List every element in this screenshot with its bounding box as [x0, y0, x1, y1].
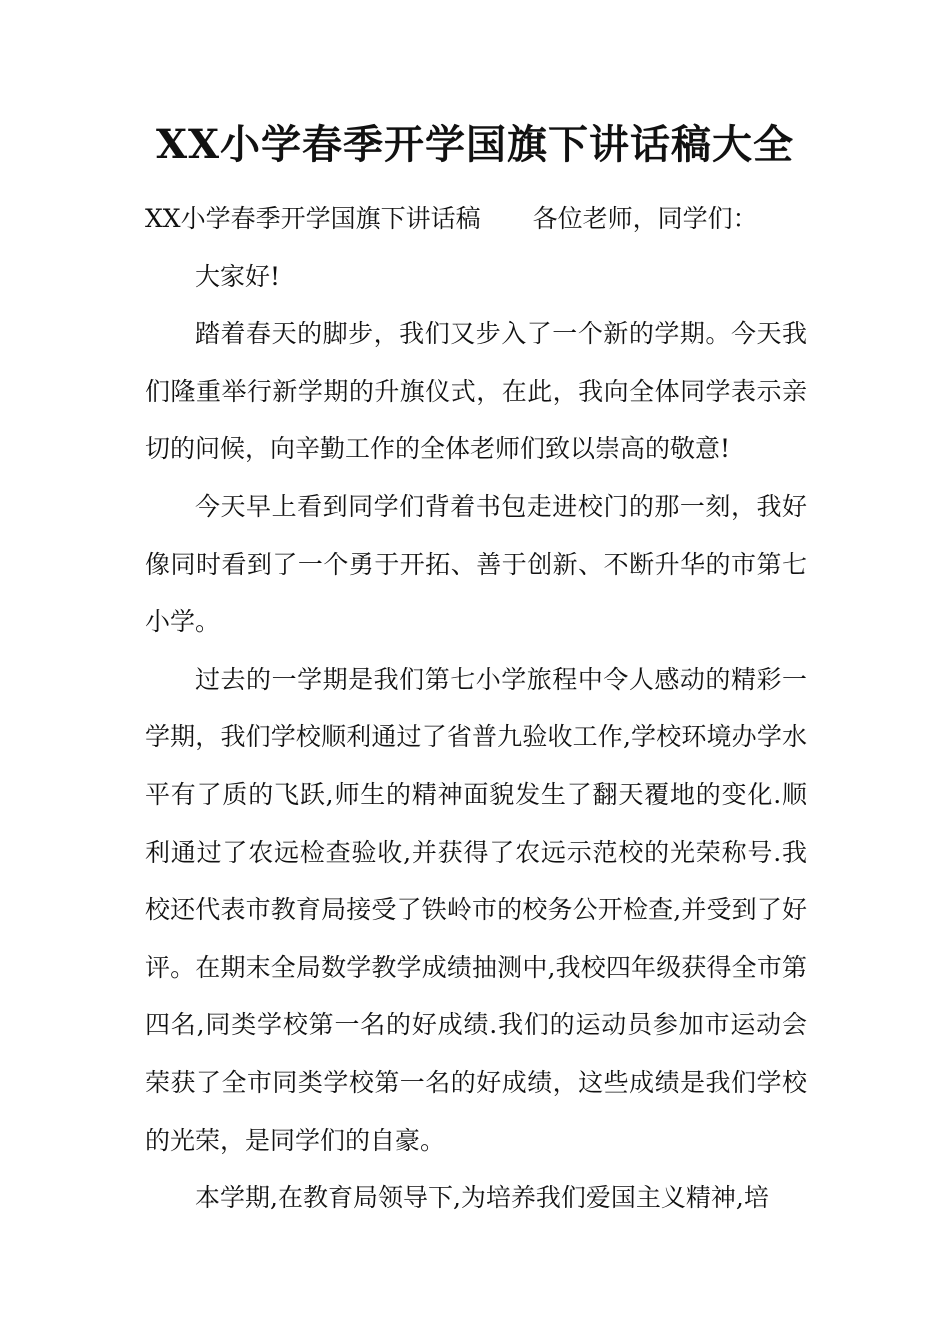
- paragraph-greeting: 大家好!: [195, 261, 281, 291]
- intro-line: [145, 190, 807, 248]
- paragraph-this-term: 本学期,在教育局领导下,为培养我们爱国主义精神,培: [195, 1183, 769, 1213]
- salutation: 各位老师，同学们：: [532, 204, 758, 233]
- intro-heading: XX小学春季开学国旗下讲话稿: [145, 204, 481, 233]
- document-body: [145, 190, 807, 1227]
- paragraph-achievements: 过去的一学期是我们第七小学旅程中令人感动的精彩一学期，我们学校顺利通过了省普九验收工作,学校环境办学水平有了质的飞跃,师生的精神面貌发生了翻天覆地的变化.顺利通过了农远检查验收,并获得了农远示范校的光荣称号.我校还代表市教育局接受了铁岭市的校务公开检查,并受到了好评。在期末全局数学教学成绩抽测中,我校四年级获得全市第四名,同类学校第一名的好成绩.我们的运动员参加市运动会荣获了全市同类学校第一名的好成绩，这些成绩是我们学校的光荣，是同学们的自豪。: [145, 664, 807, 1155]
- document-title: XX小学春季开学国旗下讲话稿大全: [155, 121, 795, 168]
- paragraph-opening: 踏着春天的脚步，我们又步入了一个新的学期。今天我们隆重举行新学期的升旗仪式，在此，我向全体同学表示亲切的问候，向辛勤工作的全体老师们致以崇高的敬意!: [145, 319, 807, 464]
- paragraph-morning: 今天早上看到同学们背着书包走进校门的那一刻，我好像同时看到了一个勇于开拓、善于创新、不断升华的市第七小学。: [145, 491, 807, 637]
